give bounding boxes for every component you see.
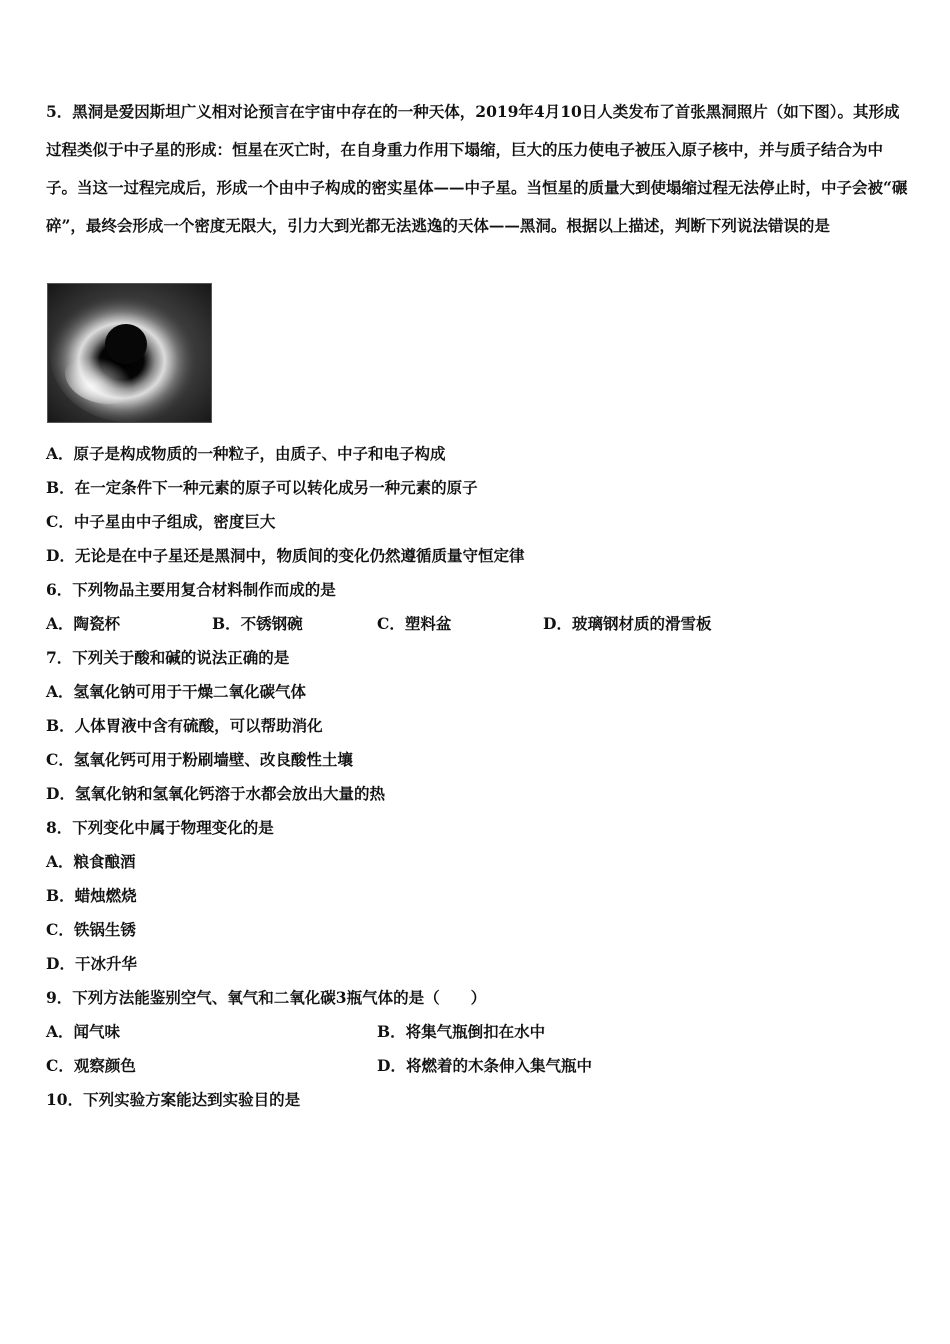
q5-stem: 5．黑洞是爱因斯坦广义相对论预言在宇宙中存在的一种天体，2019年4月10日人类发布了首张黑洞照片（如下图）。其形成过程类似于中子星的形成：恒星在灭亡时，在自身重力作用下塌缩，巨大的压力使电子被压入原子核中，并与质子结合为中子。当这一过程完成后，形成一个由中子构成的密实星体——中子星。当恒星的质量大到使塌缩过程无法停止时，中子会被“碾碎”，最终会形成一个密度无限大，引力大到光都无法逃逸的天体——黑洞。根据以上描述，判断下列说法错误的是	[46, 102, 908, 235]
q7-option-b: B．人体胃液中含有硫酸，可以帮助消化	[46, 716, 323, 735]
q6-stem: 6．下列物品主要用复合材料制作而成的是	[46, 580, 336, 599]
q6-option-a: A．陶瓷杯	[46, 614, 121, 633]
q9-option-c: C．观察颜色	[46, 1056, 136, 1075]
black-hole-photo	[47, 283, 212, 423]
q7-stem: 7．下列关于酸和碱的说法正确的是	[46, 648, 290, 667]
q6-option-d: D．玻璃钢材质的滑雪板	[543, 614, 712, 633]
q9-option-d: D．将燃着的木条伸入集气瓶中	[377, 1056, 592, 1075]
q7-option-a: A．氢氧化钠可用于干燥二氧化碳气体	[46, 682, 307, 701]
q8-option-c: C．铁锅生锈	[46, 920, 136, 939]
q10-stem: 10．下列实验方案能达到实验目的是	[46, 1090, 301, 1109]
q9-option-b: B．将集气瓶倒扣在水中	[377, 1022, 546, 1041]
q5-option-c: C．中子星由中子组成，密度巨大	[46, 512, 276, 531]
q8-option-d: D．干冰升华	[46, 954, 137, 973]
q5-option-b: B．在一定条件下一种元素的原子可以转化成另一种元素的原子	[46, 478, 478, 497]
q7-option-c: C．氢氧化钙可用于粉刷墙壁、改良酸性土壤	[46, 750, 353, 769]
q8-option-b: B．蜡烛燃烧	[46, 886, 137, 905]
q5-option-a: A．原子是构成物质的一种粒子，由质子、中子和电子构成	[46, 444, 446, 463]
q7-option-d: D．氢氧化钠和氢氧化钙溶于水都会放出大量的热	[46, 784, 385, 803]
q6-option-b: B．不锈钢碗	[212, 614, 303, 633]
q8-option-a: A．粮食酿酒	[46, 852, 136, 871]
q9-option-a: A．闻气味	[46, 1022, 121, 1041]
q9-stem: 9．下列方法能鉴别空气、氧气和二氧化碳3瓶气体的是（ ）	[46, 988, 487, 1007]
q6-option-c: C．塑料盆	[377, 614, 452, 633]
q8-stem: 8．下列变化中属于物理变化的是	[46, 818, 274, 837]
q5-option-d: D．无论是在中子星还是黑洞中，物质间的变化仍然遵循质量守恒定律	[46, 546, 525, 565]
